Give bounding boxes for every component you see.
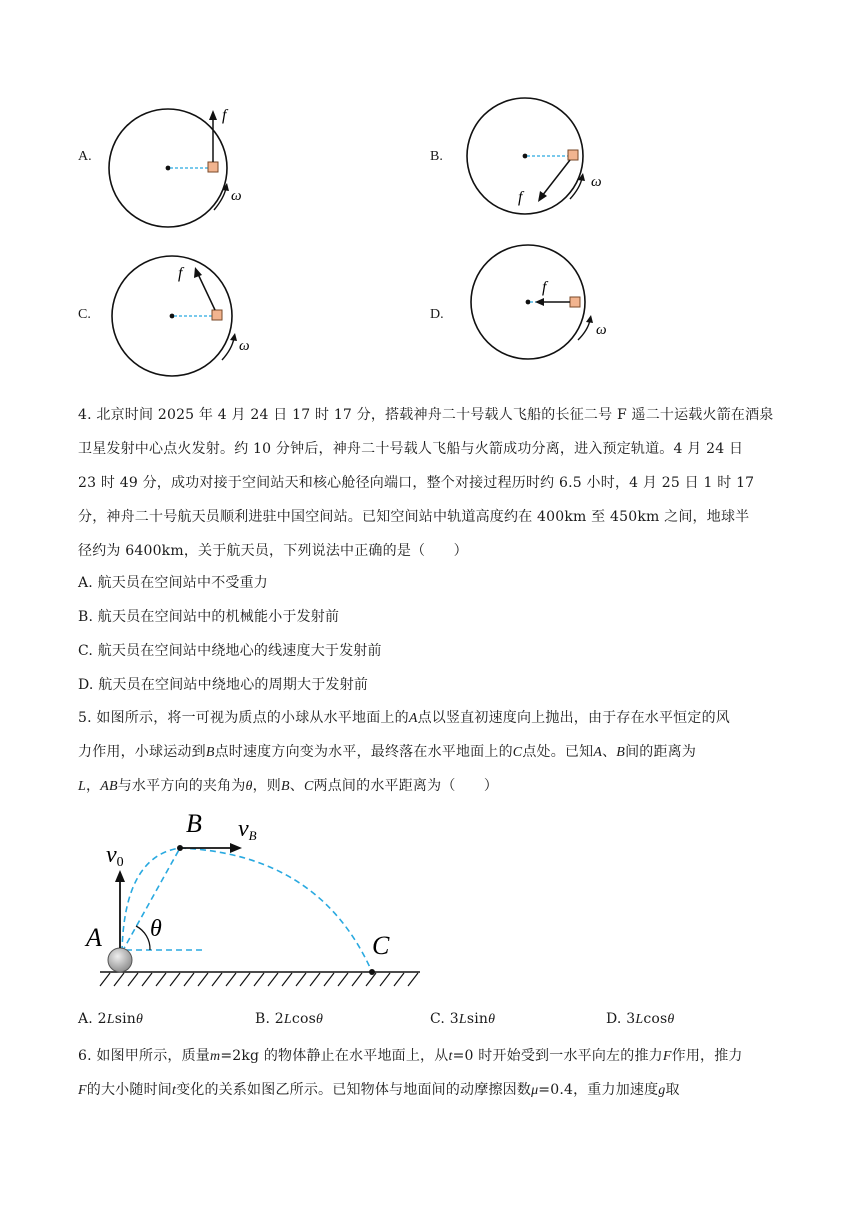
q5-line-1: 5. 如图所示，将一可视为质点的小球从水平地面上的A点以竖直初速度向上抛出，由于存在水平恒定的风 <box>78 710 730 726</box>
svg-text:f: f <box>518 189 523 206</box>
label-b: B <box>186 809 202 838</box>
q5-projectile-figure <box>80 806 430 996</box>
q4-option-d: D. 航天员在空间站中绕地心的周期大于发射前 <box>78 677 369 693</box>
q5-option-d: D. 3Lcosθ <box>606 1011 675 1027</box>
v0-label: v0 <box>106 842 124 870</box>
option-d-figure <box>460 244 620 374</box>
svg-text:ω: ω <box>596 322 607 338</box>
option-d-label: D. <box>430 307 444 322</box>
svg-text:ω: ω <box>239 338 250 354</box>
q5-option-c: C. 3Lsinθ <box>430 1011 496 1027</box>
q4-line-4: 分，神舟二十号航天员顺利进驻中国空间站。已知空间站中轨道高度约在 400km 至 450km 之间，地球半 <box>78 509 750 525</box>
option-b-label: B. <box>430 149 443 164</box>
option-a-label: A. <box>78 149 92 164</box>
theta-label: θ <box>150 916 162 942</box>
q6-line-2: F的大小随时间t变化的关系如图乙所示。已知物体与地面间的动摩擦因数μ=0.4，重力加速度g取 <box>78 1082 680 1098</box>
label-a: A <box>86 923 102 952</box>
omega-arrow <box>214 188 226 210</box>
ball-a <box>108 948 132 972</box>
point-c <box>369 969 375 975</box>
center-dot <box>166 166 171 171</box>
option-c-label: C. <box>78 307 91 322</box>
theta-arc <box>136 926 150 950</box>
q5-line-2: 力作用，小球运动到B点时速度方向变为水平，最终落在水平地面上的C点处。已知A、B间的距离为 <box>78 744 697 760</box>
option-a-figure <box>100 98 260 228</box>
block <box>208 162 218 172</box>
omega-label: ω <box>231 188 242 204</box>
f-label: f <box>222 107 227 124</box>
q4-option-c: C. 航天员在空间站中绕地心的线速度大于发射前 <box>78 643 382 659</box>
ground-hatching <box>100 973 418 986</box>
q4-line-1: 4. 北京时间 2025 年 4 月 24 日 17 时 17 分，搭载神舟二十号载人飞船的长征二号 F 遥二十运载火箭在酒泉 <box>78 407 774 423</box>
q6-line-1: 6. 如图甲所示，质量m=2kg 的物体静止在水平地面上，从t=0 时开始受到一水平向左的推力F作用，推力 <box>78 1048 743 1064</box>
q4-option-b: B. 航天员在空间站中的机械能小于发射前 <box>78 609 340 625</box>
option-c-figure <box>100 254 260 384</box>
svg-text:f: f <box>542 279 547 296</box>
vb-label: vB <box>238 816 257 843</box>
q5-option-b: B. 2Lcosθ <box>255 1011 324 1027</box>
q4-line-2: 卫星发射中心点火发射。约 10 分钟后，神舟二十号载人飞船与火箭成功分离，进入预定轨道。4 月 24 日 <box>78 441 744 457</box>
label-c: C <box>372 931 390 960</box>
trajectory-bc <box>180 848 372 972</box>
q5-option-a: A. 2Lsinθ <box>78 1011 144 1027</box>
q5-line-3: L，AB与水平方向的夹角为θ，则B、C两点间的水平距离为（ ） <box>78 778 499 794</box>
svg-text:f: f <box>178 265 183 282</box>
q4-line-3: 23 时 49 分，成功对接于空间站天和核心舱径向端口，整个对接过程历时约 6.5 小时，4 月 25 日 1 时 17 <box>78 475 755 491</box>
option-b-figure <box>460 94 620 224</box>
q4-option-a: A. 航天员在空间站中不受重力 <box>78 575 269 591</box>
svg-text:ω: ω <box>591 174 602 190</box>
q4-line-5: 径约为 6400km，关于航天员，下列说法中正确的是（ ） <box>78 543 468 559</box>
